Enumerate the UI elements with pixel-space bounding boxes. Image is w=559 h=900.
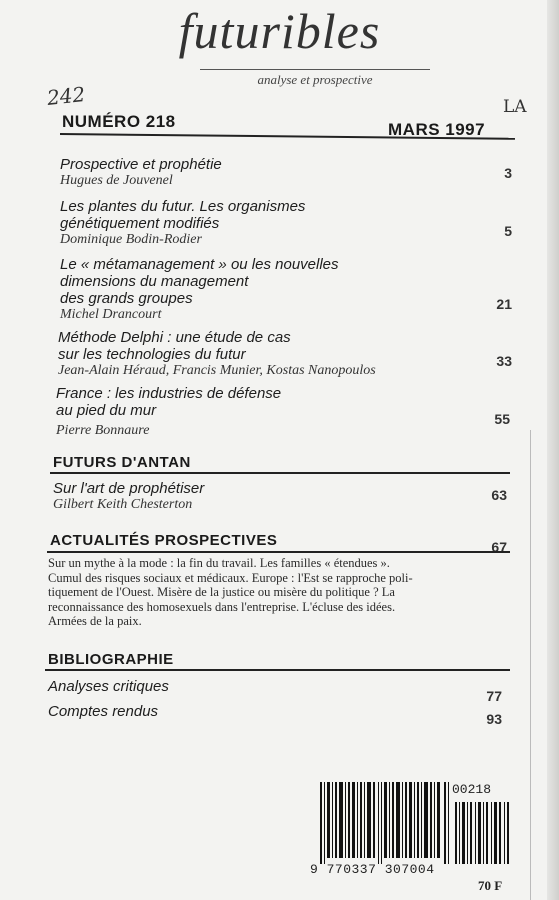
article-1[interactable] <box>60 156 480 189</box>
article-title-line: France : les industries de défense <box>56 385 282 402</box>
article-title-line: Les plantes du futur. Les organismes <box>60 198 306 215</box>
barcode-addon-number: 00218 <box>452 782 492 797</box>
article-author: Hugues de Jouvenel <box>60 173 173 188</box>
tagline-rule <box>200 69 430 70</box>
page-fold-line <box>530 430 531 900</box>
article-title-line: Méthode Delphi : une étude de cas <box>58 329 291 346</box>
section-rule <box>50 472 510 474</box>
article-5[interactable] <box>56 385 476 439</box>
article-title-line: au pied du mur <box>56 402 157 419</box>
actualites-summary <box>48 556 468 629</box>
article-4[interactable] <box>58 329 478 379</box>
article-page: 55 <box>494 411 510 427</box>
magazine-tagline: analyse et prospective <box>257 72 373 87</box>
article-page: 21 <box>496 296 512 312</box>
section-rule <box>47 551 510 553</box>
article-author: Pierre Bonnaure <box>56 423 150 438</box>
cover-price: 70 F <box>478 878 503 893</box>
article-3[interactable] <box>60 256 480 323</box>
article-page: 33 <box>496 353 512 369</box>
article-author: Dominique Bodin-Rodier <box>60 232 202 247</box>
article-author: Jean-Alain Héraud, Francis Munier, Kostas Nanopoulos <box>58 363 376 378</box>
biblio-page: 77 <box>486 688 502 704</box>
article-title-line: génétiquement modifiés <box>60 215 220 232</box>
article-page: 63 <box>491 487 507 503</box>
biblio-page: 93 <box>486 711 502 727</box>
article-title-line: dimensions du management <box>60 273 249 290</box>
ean-barcode <box>320 782 452 864</box>
issue-number: NUMÉRO 218 <box>62 112 176 131</box>
section-heading-actualites: ACTUALITÉS PROSPECTIVES <box>50 532 278 549</box>
article-2[interactable] <box>60 198 480 248</box>
summary-line: Cumul des risques sociaux et médicaux. Europe : l'Est se rapproche poli- <box>48 570 413 585</box>
barcode-number: 9 770337 307004 <box>310 862 435 877</box>
article-title-line: sur les technologies du futur <box>58 346 246 363</box>
section-heading-bibliographie: BIBLIOGRAPHIE <box>48 651 174 668</box>
article-page: 5 <box>504 223 512 239</box>
biblio-item-analyses[interactable]: Analyses critiques <box>48 678 169 695</box>
biblio-item-comptes[interactable]: Comptes rendus <box>48 703 159 720</box>
article-title: Prospective et prophétie <box>60 156 222 173</box>
barcode-addon <box>455 802 510 864</box>
magazine-logo: futuribles <box>178 3 381 59</box>
handwritten-number: 242 <box>45 82 87 110</box>
article-title-line: Le « métamanagement » ou les nouvelles <box>60 256 339 273</box>
page-edge-shadow <box>547 0 559 900</box>
futurs-article[interactable] <box>53 480 473 513</box>
section-heading-futurs: FUTURS D'ANTAN <box>53 454 191 471</box>
issue-date: MARS 1997 <box>388 120 486 139</box>
article-author: Gilbert Keith Chesterton <box>53 497 193 512</box>
section-page: 67 <box>491 539 507 555</box>
summary-line: Sur un mythe à la mode : la fin du travail. Les familles « étendues ». <box>48 556 390 570</box>
article-author: Michel Drancourt <box>60 307 162 322</box>
article-page: 3 <box>504 165 512 181</box>
article-title-line: des grands groupes <box>60 290 193 307</box>
section-rule <box>45 669 510 671</box>
summary-line: tiquement de l'Ouest. Misère de la justice ou misère du politique ? La <box>48 585 395 599</box>
summary-line: reconnaissance des homosexuels dans l'entreprise. L'écluse des idées. <box>48 599 396 614</box>
article-title: Sur l'art de prophétiser <box>53 480 205 497</box>
summary-line: Armées de la paix. <box>48 614 142 628</box>
handwritten-initials: LA <box>503 97 527 117</box>
